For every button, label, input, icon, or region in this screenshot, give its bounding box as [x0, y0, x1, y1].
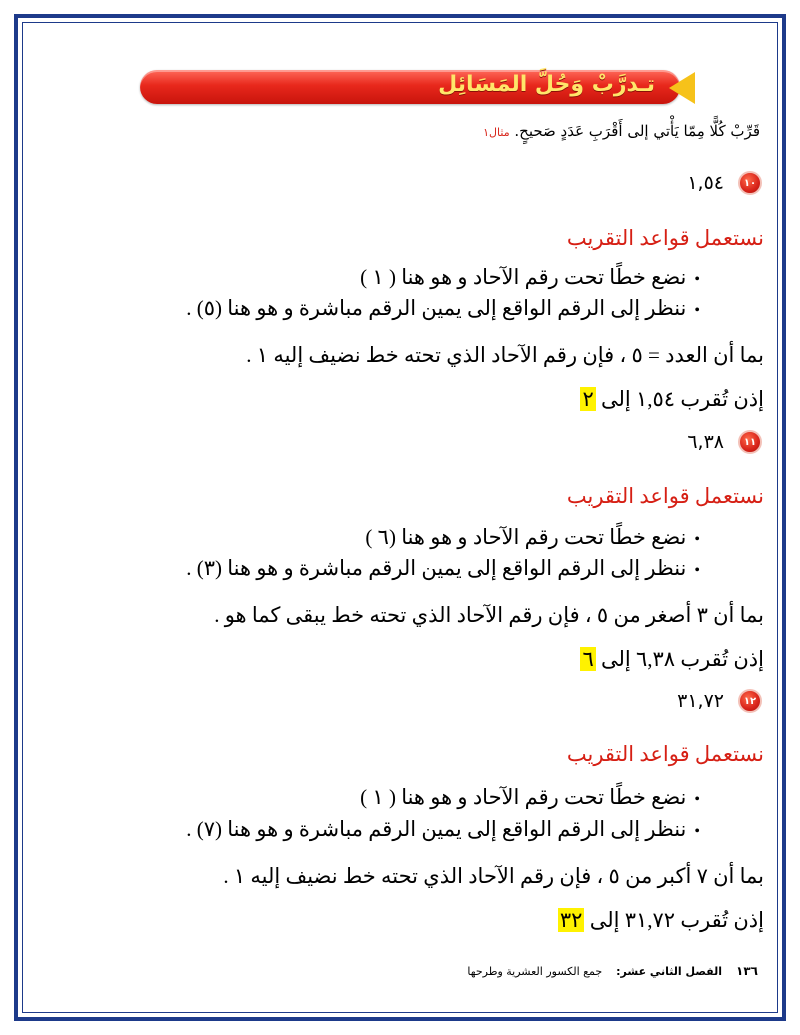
- conclusion: [558, 907, 764, 933]
- problem-value: ٣١,٧٢: [677, 690, 724, 712]
- bullet-step-1: • نضع خطًا تحت رقم الآحاد و هو هنا (٦ ): [365, 524, 700, 553]
- instruction: [483, 122, 760, 140]
- problem-value: ١,٥٤: [687, 172, 724, 194]
- conclusion-text: إذن تُقرب ٦,٣٨ إلى: [600, 647, 764, 671]
- chapter-title: جمع الكسور العشرية وطرحها: [467, 965, 603, 978]
- problem-10-header: [687, 171, 762, 195]
- answer-highlight: ٦: [582, 647, 594, 671]
- instruction-text: قَرِّبْ كُلًّا مِمّا يَأْتي إلى أَقْرَبِ عَدَدٍ صَحيحٍ.: [514, 122, 760, 140]
- problem-number-badge: ١٢: [738, 689, 762, 713]
- banner-arrow-icon: [669, 72, 695, 104]
- rules-heading: نستعمل قواعد التقريب: [566, 226, 764, 250]
- bullet-step-1: • نضع خطًا تحت رقم الآحاد و هو هنا ( ١ ): [360, 264, 700, 293]
- section-banner: [140, 68, 695, 108]
- reason-text: بما أن ٧ أكبر من ٥ ، فإن رقم الآحاد الذي تحته خط نضيف إليه ١ .: [223, 864, 764, 888]
- answer-highlight: ٣٢: [559, 908, 583, 932]
- bullet-step-2: • ننظر إلى الرقم الواقع إلى يمين الرقم مباشرة و هو هنا (٧) .: [186, 816, 700, 845]
- problem-11-header: [687, 430, 762, 454]
- rules-heading: نستعمل قواعد التقريب: [566, 742, 764, 766]
- reason-text: بما أن العدد = ٥ ، فإن رقم الآحاد الذي تحته خط نضيف إليه ١ .: [246, 343, 764, 367]
- problem-12-header: [677, 689, 762, 713]
- conclusion-text: إذن تُقرب ٣١,٧٢ إلى: [589, 908, 764, 932]
- answer-highlight: ٢: [582, 387, 594, 411]
- conclusion-text: إذن تُقرب ١,٥٤ إلى: [600, 387, 764, 411]
- conclusion: [580, 386, 764, 412]
- banner-title: تـدرَّبْ وَحُلَّ المَسَائِل: [438, 72, 655, 97]
- example-reference: مثال١: [483, 126, 510, 139]
- reason-text: بما أن ٣ أصغر من ٥ ، فإن رقم الآحاد الذي تحته خط يبقى كما هو .: [214, 603, 764, 627]
- rules-heading: نستعمل قواعد التقريب: [566, 484, 764, 508]
- page-number: ١٣٦: [736, 964, 758, 978]
- page-footer: [467, 964, 758, 978]
- chapter-label: الفصل الثاني عشر:: [616, 965, 723, 978]
- problem-number-badge: ١١: [738, 430, 762, 454]
- bullet-step-2: • ننظر إلى الرقم الواقع إلى يمين الرقم مباشرة و هو هنا (٥) .: [186, 295, 700, 324]
- bullet-step-2: • ننظر إلى الرقم الواقع إلى يمين الرقم مباشرة و هو هنا (٣) .: [186, 555, 700, 584]
- conclusion: [580, 646, 764, 672]
- bullet-step-1: • نضع خطًا تحت رقم الآحاد و هو هنا ( ١ ): [360, 784, 700, 813]
- problem-value: ٦,٣٨: [687, 431, 724, 453]
- problem-number-badge: ١٠: [738, 171, 762, 195]
